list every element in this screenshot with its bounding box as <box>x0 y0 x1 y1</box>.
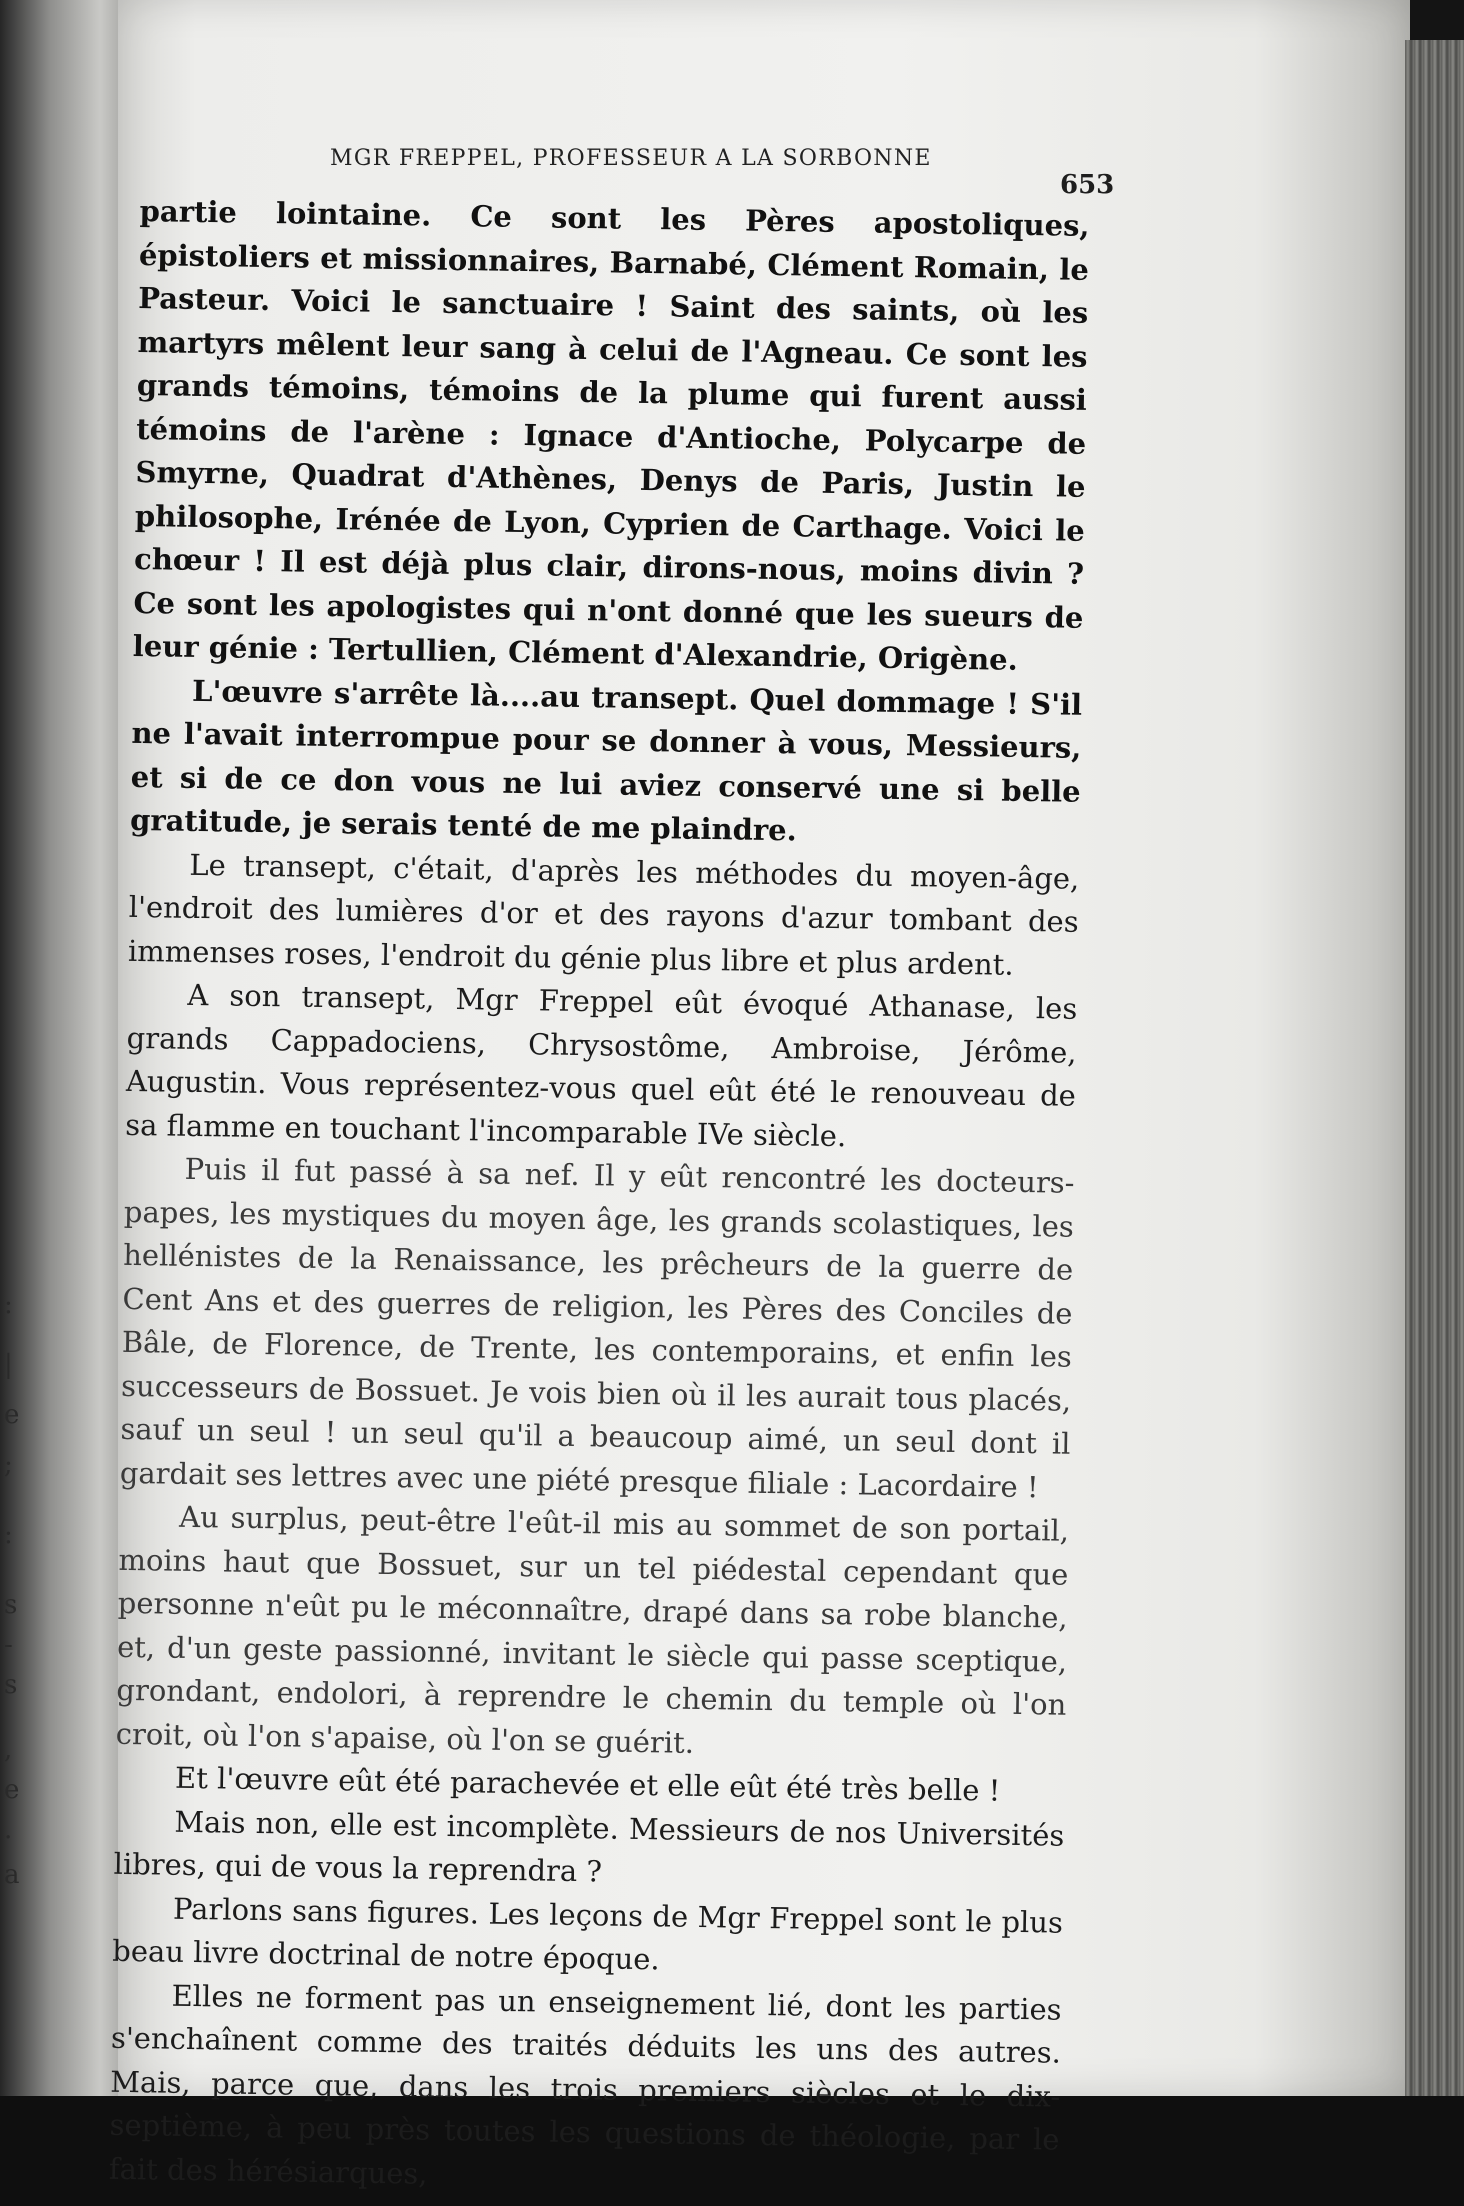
prev-page-mark: , <box>4 1735 13 1765</box>
paragraph: Le transept, c'était, d'après les méthodes du moyen-âge, l'endroit des lumières d'or et des rayons d'azur tombant des immenses roses, l'endroit du génie plus libre et plus ardent. <box>127 847 1080 982</box>
previous-page-edge <box>0 0 125 2096</box>
page-number: 653 <box>1060 170 1115 200</box>
prev-page-mark: s <box>4 1670 18 1700</box>
prev-page-mark: - <box>4 1630 13 1660</box>
page-body-text <box>109 190 1090 2206</box>
paragraph: Au surplus, peut-être l'eût-il mis au sommet de son portail, moins haut que Bossuet, sur un tel piédestal cependant que personne n'eût pu le méconnaître, drapé dans sa robe blanche, et, d'un geste passionné, invitant le siècle qui passe sceptique, grondant, endolori, à reprendre le chemin du temple où l'on croit, où l'on s'apaise, où l'on se guérit. <box>115 1499 1070 1760</box>
prev-page-mark: : <box>4 1290 13 1320</box>
prev-page-mark: ; <box>4 1450 13 1480</box>
paragraph: partie lointaine. Ce sont les Pères apostoliques, épistoliers et missionnaires, Barnabé, Clément Romain, le Pasteur. Voici le sanctuaire ! Saint des saints, où les martyrs mêlent leur sang à celui de l'Agneau. Ce sont les grands témoins, témoins de la plume qui furent aussi témoins de l'arène : Ignace d'Antioche, Polycarpe de Smyrne, Quadrat d'Athènes, Denys de Paris, Justin le philosophe, Irénée de Lyon, Cyprien de Carthage. Voici le chœur ! Il est déjà plus clair, dirons-nous, moins divin ? Ce sont les apologistes qui n'ont donné que les sueurs de leur génie : Tertullien, Clément d'Alexandrie, Origène. <box>132 193 1090 677</box>
prev-page-mark: . <box>4 1815 13 1845</box>
page-block-edge <box>1405 40 1464 2096</box>
prev-page-mark: a <box>4 1860 20 1890</box>
prev-page-mark: : <box>4 1520 13 1550</box>
prev-page-mark: e <box>4 1400 20 1430</box>
prev-page-mark: e <box>4 1775 20 1805</box>
paragraph: L'œuvre s'arrête là....au transept. Quel dommage ! S'il ne l'avait interrompue pour se donner à vous, Messieurs, et si de ce don vous ne lui aviez conservé une si belle gratitude, je serais tenté de me plaindre. <box>129 673 1083 848</box>
prev-page-mark: s <box>4 1590 18 1620</box>
paragraph: Elles ne forment pas un enseignement lié, dont les parties s'enchaînent comme des traités déduits les uns des autres. Mais, parce que, dans les trois premiers siècles et le dix-septième, à peu près toutes les questions de théologie, par le fait des hérésiarques, <box>108 1978 1062 2191</box>
paragraph: Et l'œuvre eût été parachevée et elle eût été très belle ! <box>174 1760 1001 1808</box>
paragraph: Puis il fut passé à sa nef. Il y eût rencontré les docteurs-papes, les mystiques du moyen âge, les grands scolastiques, les hellénistes de la Renaissance, les prêcheurs de la guerre de Cent Ans et des guerres de religion, les Pères des Conciles de Bâle, de Florence, de Trente, les contemporains, et enfin les successeurs de Bossuet. Je vois bien où il les aurait tous placés, sauf un seul ! un seul qu'il a beaucoup aimé, un seul dont il gardait ses lettres avec une piété presque filiale : Lacordaire ! <box>119 1151 1075 1504</box>
paragraph: Parlons sans figures. Les leçons de Mgr Freppel sont le plus beau livre doctrinal de notre époque. <box>112 1891 1064 1977</box>
paragraph: Mais non, elle est incomplète. Messieurs de nos Universités libres, qui de vous la reprendra ? <box>113 1804 1065 1889</box>
paragraph: A son transept, Mgr Freppel eût évoqué Athanase, les grands Cappadociens, Chrysostôme, Ambroise, Jérôme, Augustin. Vous représentez-vous quel eût été le renouveau de sa flamme en touchant l'incomparable IVe siècle. <box>125 977 1078 1153</box>
prev-page-mark: | <box>4 1350 13 1380</box>
running-head: MGR FREPPEL, PROFESSEUR A LA SORBONNE <box>330 146 932 171</box>
